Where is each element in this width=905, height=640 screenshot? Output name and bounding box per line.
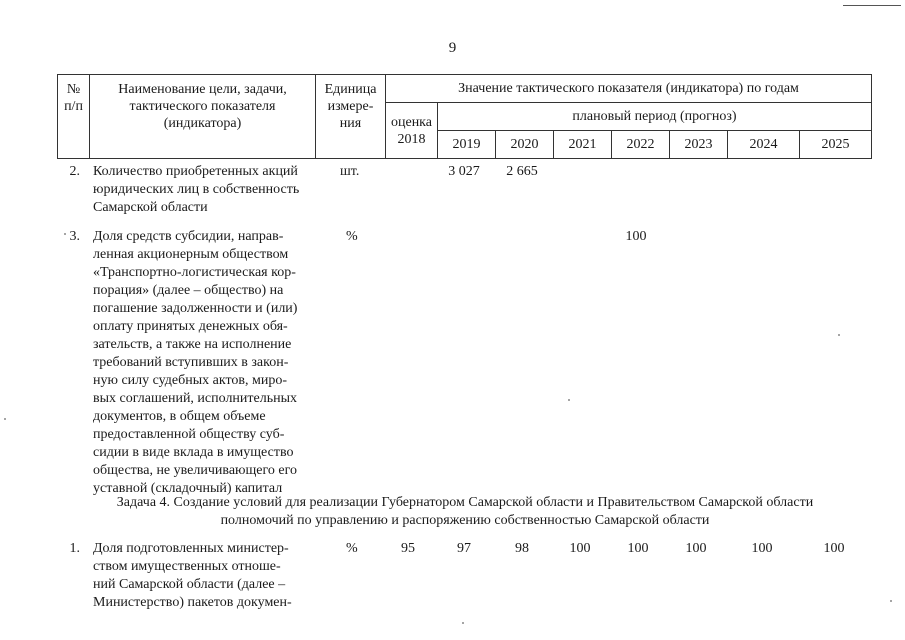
- row-number: 3.: [69, 229, 80, 244]
- header-year: 2022: [612, 131, 670, 159]
- scan-speck: [838, 334, 840, 336]
- row-value-2020: 2 665: [506, 164, 538, 179]
- row-value-2023: 100: [685, 541, 707, 556]
- row-unit: %: [346, 229, 358, 244]
- header-year: 2023: [670, 131, 728, 159]
- scan-speck: [462, 622, 464, 624]
- indicator-table-header: [57, 74, 872, 159]
- task-heading: Задача 4. Создание условий для реализации Губернатором Самарской области и Правительством Самарской области полномочий по управлению и распоряжению собственностью Самарской области: [116, 495, 814, 528]
- header-year: 2024: [728, 131, 800, 159]
- row-value-2025: 100: [823, 541, 845, 556]
- header-estimate-2018: оценка 2018: [386, 103, 438, 159]
- row-description: Доля средств субсидии, направ- ленная акционерным обществом «Транспортно-логистическая кор- порация» (далее – общество) на погашение задолженности и (или) оплату принятых денежных обя- зательств, а также на исполнение требований вступивших в закон- ную силу судебных актов, миро- вых соглашений, исполнительных документов, в общем объеме предоставленной обществу суб- сидии в виде вклада в имущество общества, не увеличивающего его уставной (складочный) капитал: [93, 229, 298, 496]
- header-year: 2021: [554, 131, 612, 159]
- header-plan-period: плановый период (прогноз): [438, 103, 872, 131]
- header-unit-column: Единица измере- ния: [316, 75, 386, 159]
- header-name-column: Наименование цели, задачи, тактического показателя (индикатора): [90, 75, 316, 159]
- scan-speck: [890, 600, 892, 602]
- page-number: 9: [448, 40, 457, 56]
- row-value-2022: 100: [627, 541, 649, 556]
- row-unit: %: [346, 541, 358, 556]
- row-value-2018: 95: [401, 541, 415, 556]
- header-year: 2019: [438, 131, 496, 159]
- row-value-2019: 3 027: [448, 164, 480, 179]
- row-value-2019: 97: [457, 541, 471, 556]
- row-description: Количество приобретенных акций юридических лиц в собственность Самарской области: [93, 164, 300, 215]
- row-description: Доля подготовленных министер- ством имущественных отноше- ний Самарской области (далее – Министерство) пакетов докумен-: [93, 541, 292, 610]
- scan-speck: [568, 399, 570, 401]
- header-year: 2025: [800, 131, 872, 159]
- row-value-2022: 100: [625, 229, 647, 244]
- top-right-rule: [843, 5, 901, 6]
- header-values-title: Значение тактического показателя (индикатора) по годам: [386, 75, 872, 103]
- row-unit: шт.: [340, 164, 360, 179]
- row-value-2021: 100: [569, 541, 591, 556]
- scan-speck: [64, 233, 66, 235]
- row-value-2020: 98: [515, 541, 529, 556]
- row-number: 1.: [69, 541, 80, 556]
- row-value-2024: 100: [751, 541, 773, 556]
- scan-speck: [4, 418, 6, 420]
- header-number-column: № п/п: [58, 75, 90, 159]
- header-year: 2020: [496, 131, 554, 159]
- row-number: 2.: [69, 164, 80, 179]
